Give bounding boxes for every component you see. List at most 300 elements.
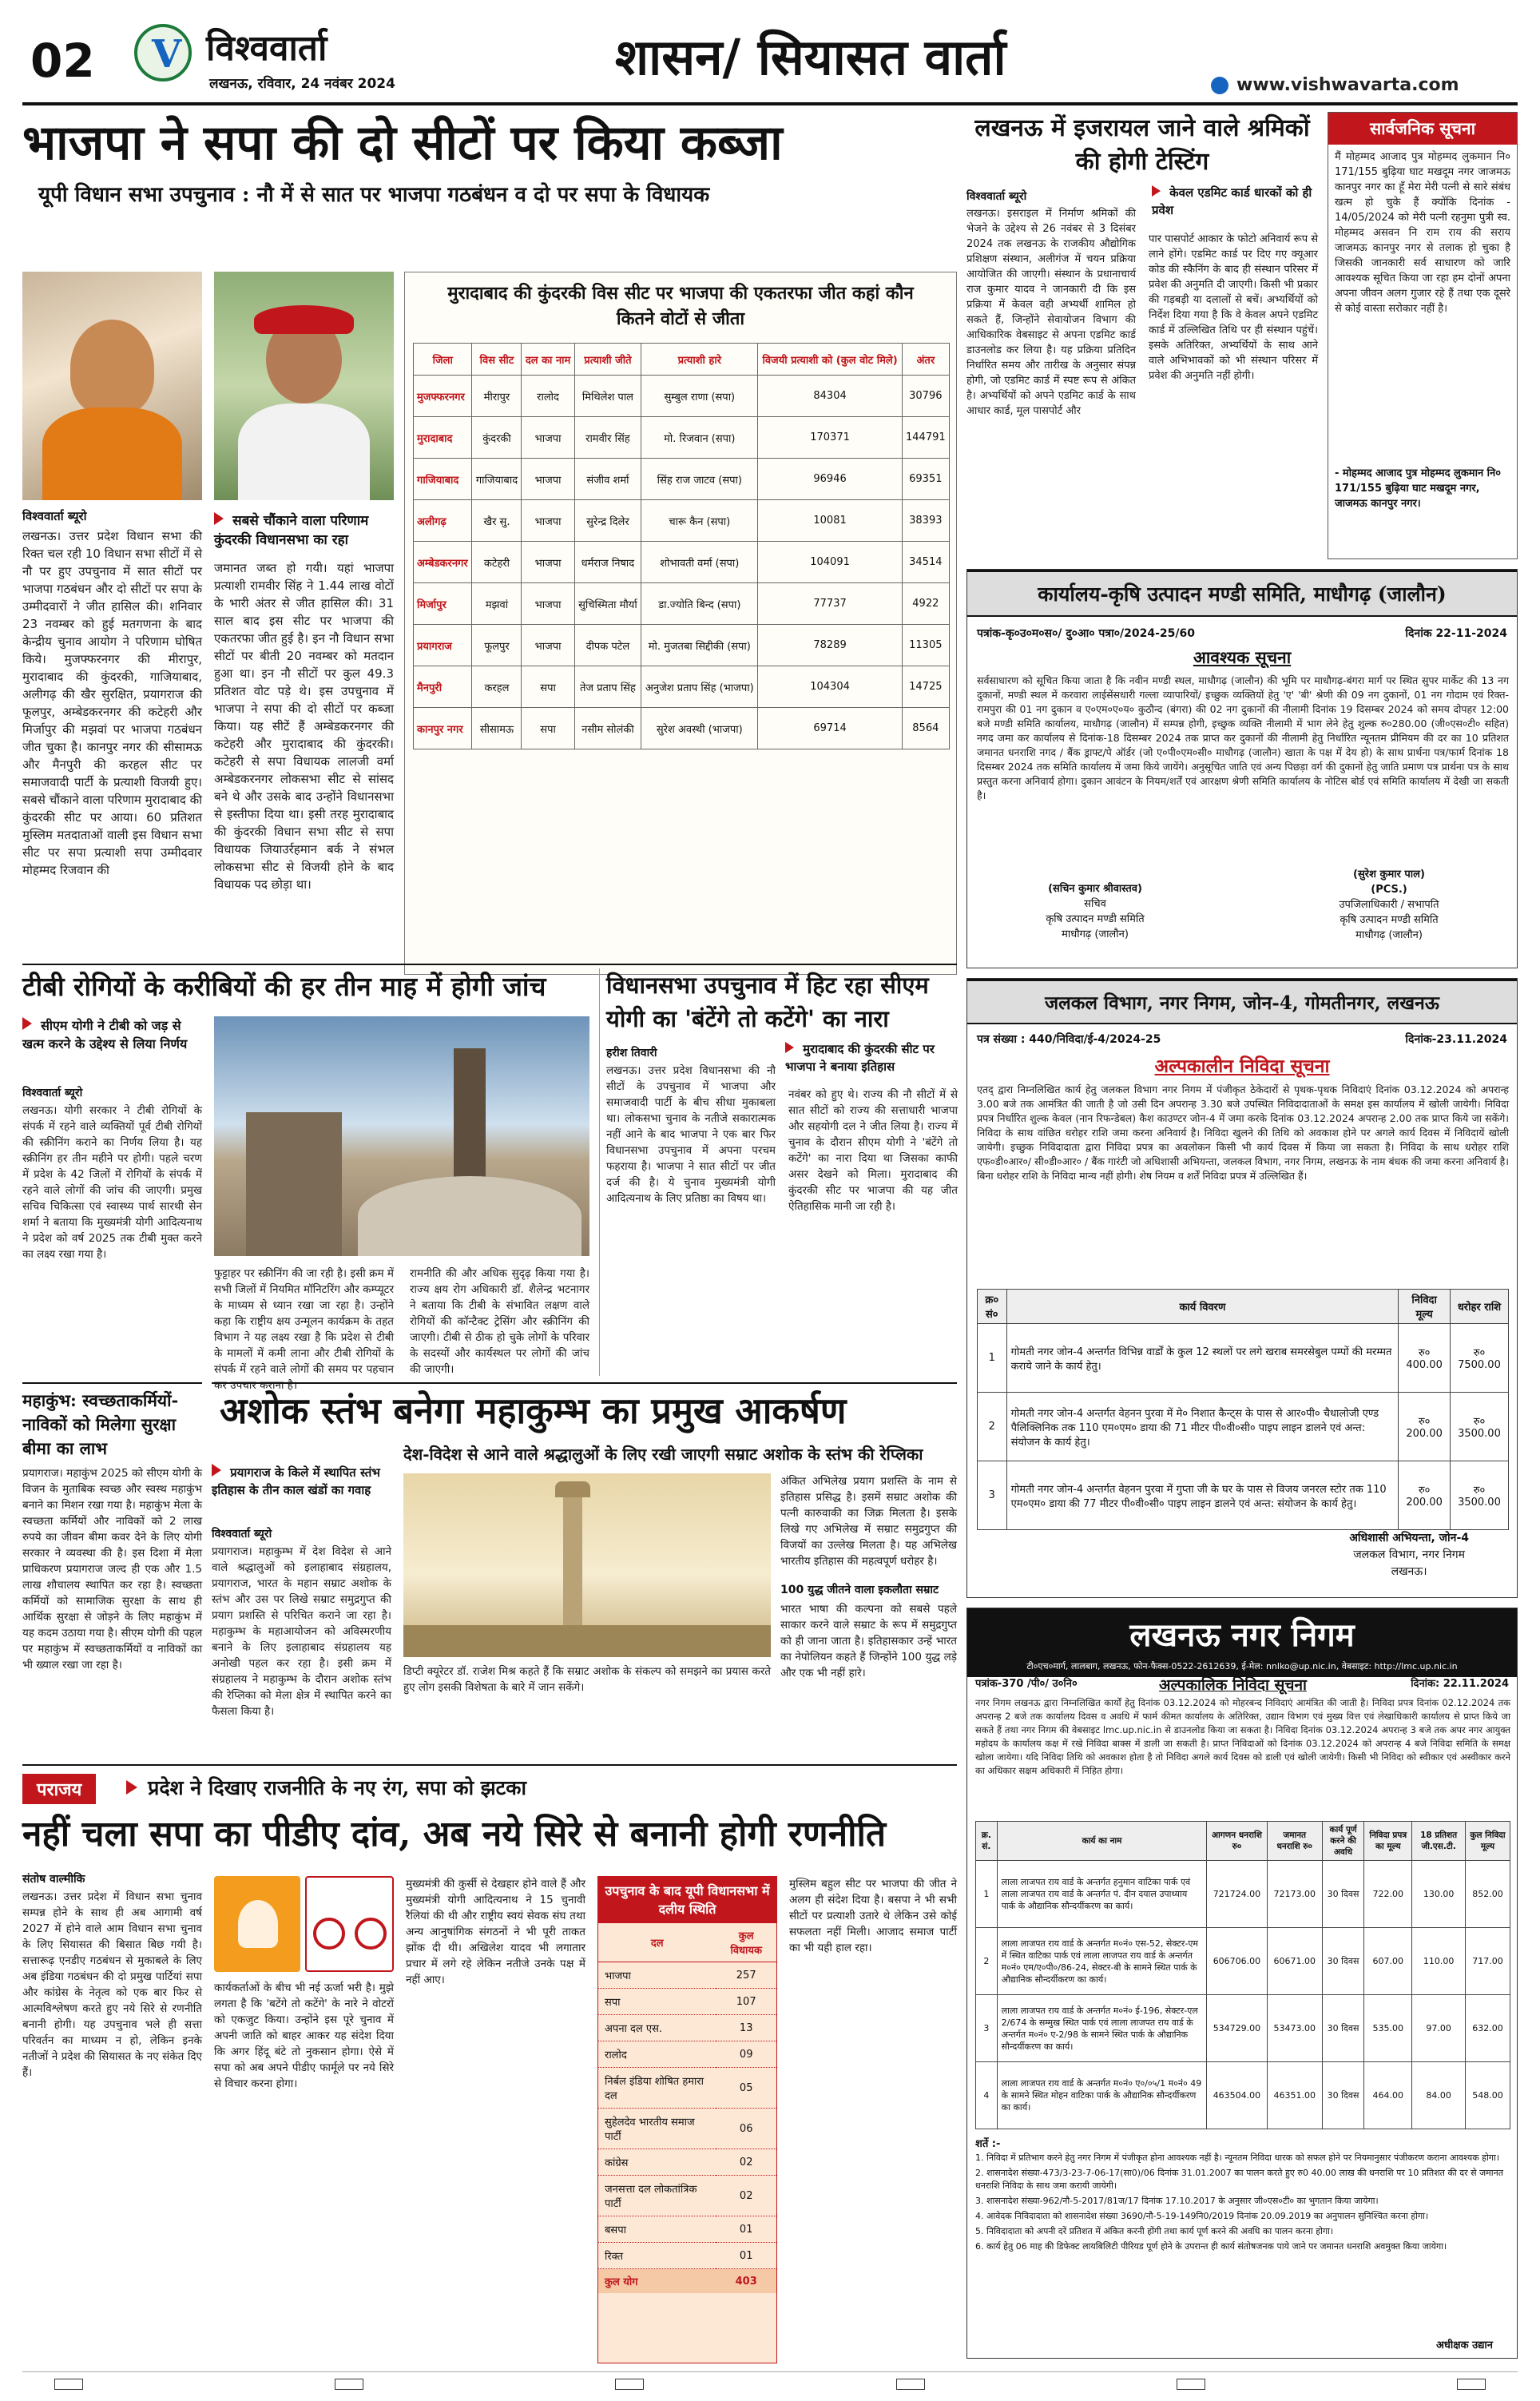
results-header-cell: जिला (414, 344, 472, 376)
mandi-body: सर्वसाधारण को सूचित किया जाता है कि नवीन मण्डी स्थल, माधौगढ़ (जालौन) की भूमि पर माधौगढ़-बंगरा मार्ग पर स्थित सुपर मार्केट की 13 नग दुकानों, मण्डी स्थल में करवारा लाईसेंसधारी गल्ला व्यापारियों/ इच्छुक व्यक्तियों हेतु 'ए' 'बी' श्रेणी की 09 नग दुकानों, 01 नग गोदाम एवं रिक्त-रामपुरा की 01 नग दुकान व ए०एम०ए०य० कुठौन्द (बंगरा) की 02 नग दुकानों की नीलामी दिनांक 19 दिसम्बर 2024 को समय दोपहर 12:00 बजे मण्डी समिति कार्यालय, माधौगढ़ (जालौन) में सम्पन्न होगी, इच्छुक व्यक्ति नीलामी में भाग लेने हेतु शुल्क रु०280.00 (जी०एस०टी० सहित) नगद जमा कर कार्यालय से दिनांक-18 दिसम्बर 2024 तक प्राप्त कर दुकानों की नीलामी हेतु निर्धारित न्यूनतम प्रीमियम की दर का 10 प्रतिशत जमानत धनराशि नगद / बैंक ड्राफ्ट/पे ऑर्डर (जो ए०पी०एम०सी० माधौगढ़ (जालौन) खाता के पक्ष में देय हो) के साथ प्रार्थना पत्र/फार्म दिनांक 18 दिसम्बर 2024 तक समिति कार्यालय में जमा किये जायेंगे। अनुसूचित जाति एवं अन्य पिछड़ा वर्ग की दुकानों हेतु जाति प्रमाण पत्र प्रार्थना पत्र के साथ प्रस्तुत करना अनिवार्य होगा। दुकान आवंटन के नियम/शर्तें एवं आरक्षण श्रेणी समिति कार्यालय के नोटिस बोर्ड एवं समिति कार्यालय में देखी जा सकती है। (977, 674, 1509, 801)
table-cell: 01 (716, 2243, 776, 2269)
tb-photo (214, 1016, 589, 1256)
table-row (976, 2062, 1510, 2129)
mandi-notice (966, 569, 1518, 968)
kicker-arrow-icon (785, 1042, 794, 1053)
table-cell: सपा (522, 708, 574, 749)
party-strength-table (598, 1923, 776, 2293)
nigam-notice (966, 1608, 1518, 2359)
cm-yogi-col2: नवंबर को हुए थे। राज्य की नौ सीटों में से सात सीटों को राज्य की सत्ताधारी भाजपा और सहयोगी दल ने जीत लिया है। राज्य में चुनाव के दौरान सीएम योगी ने 'बंटेंगे तो कटेंगे' का नारा दिया था जिसका काफी असर देखने को मिला। मुरादाबाद की कुंदरकी सीट पर भाजपा की यह जीत ऐतिहासिक मानी जा रही है। (788, 1088, 958, 1213)
public-notice-title: सार्वजनिक सूचना (1328, 113, 1517, 145)
nigam-header-cell: निविदा प्रपत्र का मूल्य (1364, 1822, 1412, 1861)
table-cell: सिंह राज जाटव (सपा) (641, 459, 758, 500)
table-cell: 534729.00 (1207, 1995, 1267, 2062)
ashok-sub2: 100 युद्ध जीतने वाला इकलौता सम्राट (780, 1584, 939, 1596)
lotus-icon (214, 1876, 300, 1972)
table-row (414, 542, 950, 583)
table-cell: 97.00 (1412, 1995, 1466, 2062)
table-cell: धर्मराज निषाद (574, 542, 641, 583)
tb-kicker (22, 1016, 202, 1053)
table-row (414, 500, 950, 542)
table-row (598, 2068, 776, 2109)
table-cell: 632.00 (1465, 1995, 1510, 2062)
table-cell: रामवीर सिंह (574, 417, 641, 459)
results-header-cell: विजयी प्रत्याशी को (कुल वोट मिले) (758, 344, 902, 376)
tb-kicker-text: सीएम योगी ने टीबी को जड़ से खत्म करने के उद्देश्य से लिया निर्णय (22, 1018, 188, 1051)
table-row (978, 1324, 1509, 1393)
table-cell: सुम्बुल राणा (सपा) (641, 376, 758, 417)
ashok-pillar-photo (403, 1473, 771, 1657)
table-cell: सपा (598, 1989, 716, 2015)
table-cell: मो. रिजवान (सपा) (641, 417, 758, 459)
table-cell: 3 (978, 1461, 1007, 1530)
mandi-sig-left-office: कृषि उत्पादन मण्डी समिति (1046, 913, 1145, 925)
jalkal-sig-office: जलकल विभाग, नगर निगम (1353, 1548, 1465, 1561)
sapa-byline: संतोष वाल्मीकि (22, 1873, 85, 1886)
table-cell: अपना दल एस. (598, 2015, 716, 2041)
table-cell: 464.00 (1364, 2062, 1412, 2129)
table-cell: संजीव शर्मा (574, 459, 641, 500)
mandi-sig-left-place: माधौगढ़ (जालौन) (1062, 928, 1129, 940)
table-cell: भाजपा (522, 500, 574, 542)
table-cell: 34514 (902, 542, 949, 583)
table-cell: खैर सु. (472, 500, 522, 542)
lead-col1: लखनऊ। उत्तर प्रदेश विधान सभा की रिक्त चल रही 10 विधान सभा सीटों में से नौ पर हुए उपचुनाव में सात सीटों पर भाजपा गठबंधन और दो सीटों पर सपा के उम्मीदवारों ने जीत हासिल की। शनिवार 23 नवम्बर को हुई मतगणना के बाद केन्द्रीय चुनाव आयोग ने परिणाम घोषित किये। मुजफ्फरनगर की मीरापुर, मुरादाबाद की कुंदरकी, गाजियाबाद, अलीगढ़ की खैर सुरक्षित, प्रयागराज की फूलपुर, अम्बेडकरनगर की कटेहरी और मिर्जापुर की मझवां पर भाजपा गठबंधन जीत चुका है। कानपुर नगर की सीसामऊ और मैनपुरी की करहल सीट पर समाजवादी पार्टी के प्रत्याशी विजयी हुए। सबसे चौंकाने वाला परिणाम मुरादाबाद की कुंदरकी सीट पर आया। 60 प्रतिशत मुस्लिम मतदाताओं वाली इस विधान सभा सीट पर सपा प्रत्याशी सपा उम्मीदवार मोहम्मद रिजवान की (22, 529, 203, 877)
table-cell: 717.00 (1465, 1928, 1510, 1995)
table-cell: भाजपा (522, 459, 574, 500)
table-cell: 72173.00 (1267, 1861, 1322, 1928)
jalkal-ref: पत्र संख्या : 440/निविदा/ई-4/2024-25 (977, 1033, 1161, 1046)
kicker-arrow-icon (22, 1017, 32, 1030)
section-rule (22, 964, 957, 965)
table-cell: भाजपा (598, 1962, 716, 1989)
nigam-address: टी०एच०मार्ग, लालबाग, लखनऊ, फोन-फैक्स-0522-2612639, ई-मेल: nnlko@up.nic.in, वेबसाइट: http://lmc.up.nic.in (967, 1659, 1517, 1677)
table-cell: अनुजेश प्रताप सिंह (भाजपा) (641, 666, 758, 708)
mandi-sig-right-office: कृषि उत्पादन मण्डी समिति (1340, 914, 1439, 926)
results-header-cell: अंतर (902, 344, 949, 376)
tb-col1: लखनऊ। योगी सरकार ने टीबी रोगियों के संपर्क में रहने वाले व्यक्तियों पूर्व टीबी रोगियों की स्क्रीनिंग कराने का निर्णय लिया है। यह स्क्रीनिंग हर तीन महीने पर होगी। पहले चरण में प्रदेश के 42 जिलों में रोगियों के संपर्क में रहने वाले लोगों की जांच की जाएगी। प्रमुख सचिव चिकित्सा एवं स्वास्थ्य पार्थ सारथी सेन शर्मा ने बताया कि मुख्यमंत्री योगी आदित्यनाथ ने प्रदेश को वर्ष 2025 तक टीबी मुक्त करने का लक्ष्य रखा गया है। (22, 1104, 202, 1261)
party-strength-header-cell: कुल विधायक (716, 1923, 776, 1962)
nigam-header-row (976, 1822, 1510, 1861)
table-cell: 96946 (758, 459, 902, 500)
lead-subhead: यूपी विधान सभा उपचुनाव : नौ में से सात पर भाजपा गठबंधन व दो पर सपा के विधायक (38, 183, 710, 207)
nigam-date: दिनांक: 22.11.2024 (1411, 1678, 1509, 1690)
mandi-ref: पत्रांक-कृ०उ०म०स०/ दु०आ० पत्रा०/2024-25/60 (977, 627, 1195, 640)
table-cell: मुजफ्फरनगर (414, 376, 472, 417)
kicker-arrow-icon (126, 1780, 137, 1795)
mandi-sig-left-name: (सचिन कुमार श्रीवास्तव) (1048, 883, 1142, 895)
ashok-col1: प्रयागराज। महाकुम्भ में देश विदेश से आने वाले श्रद्धालुओं को इलाहाबाद संग्रहालय, प्रयागराज, भारत के महान सम्राट अशोक के स्तंभ और उस पर लिखे सम्राट समुद्रगुप्त की प्रयाग प्रशस्ति से परिचित कराने जा रहा है। महाकुम्भ के महाआयोजन को अविस्मरणीय बनाने के लिए इलाहाबाद संग्रहालय यह अनोखी पहल कर रहा है। इसी क्रम में संग्रहालय ने महाकुम्भ के दौरान अशोक स्तंभ की रेप्लिका को मेला क्षेत्र में स्थापित करने का फैसला किया है। (212, 1545, 391, 1718)
table-row (414, 376, 950, 417)
table-cell: कटेहरी (472, 542, 522, 583)
jalkal-title: जलकल विभाग, नगर निगम, जोन-4, गोमतीनगर, लखनऊ (967, 979, 1517, 1024)
table-row (598, 2149, 776, 2176)
table-cell: 104304 (758, 666, 902, 708)
table-cell: 463504.00 (1207, 2062, 1267, 2129)
table-cell: रु० 200.00 (1399, 1393, 1451, 1461)
table-row (598, 2176, 776, 2216)
nigam-ref: पत्रांक-370 /पी०/ उ०नि० (975, 1678, 1078, 1690)
table-cell: गोमती नगर जोन-4 अन्तर्गत वेहनन पुरवा में मे० निशात कैन्ट्स के पास से आर०पी० चैधालोजी एण्ड पैलिक्लिनिक तक 110 एम०एम० डाया की 71 मीटर पी०वी०सी० पाइप लाइन डालने एवं अन्त: संयोजन के कार्य हेतु। (1006, 1393, 1399, 1461)
party-strength-header-cell: दल (598, 1923, 716, 1962)
nigam-term: 5. निविदादाता को अपनी दरें प्रतिशत में अंकित करनी होंगी तथा कार्य पूर्ण करने की अवधि का पालन करना होगा। (975, 2226, 1334, 2236)
table-cell: 170371 (758, 417, 902, 459)
table-cell: 02 (716, 2176, 776, 2216)
jalkal-sig-role: अधिशासी अभियन्ता, जोन-4 (1349, 1532, 1469, 1544)
sapa-col4: मुस्लिम बहुल सीट पर भाजपा की जीत ने अलग ही संदेश दिया है। बसपा ने भी सभी सीटों पर प्रत्याशी उतारे थे लेकिन उसे कोई सफलता नहीं मिली। आजाद समाज पार्टी का भी यही हाल रहा। (789, 1878, 957, 1954)
nigam-terms-title: शर्ते :- (975, 2138, 1001, 2150)
jalkal-body: एतद् द्वारा निम्नलिखित कार्य हेतु जलकल विभाग नगर निगम में पंजीकृत ठेकेदारों से पृथक-पृथक निविदाएं दिनांक 03.12.2024 को अपरान्ह 3.00 बजे तक आमंत्रित की जाती है जो उसी दिन अपरान्ह 3.30 बजे उपस्थित निविदादाताओं के समक्ष इस कार्यालय में खोली जायेगी। निविदा प्रपत्र निर्धारित शुल्क केवल (नान रिफन्डेबल) कैश काउण्टर जोन-4 में जमा करके दिनांक 03.12.2024 अपरान्ह 2.00 तक प्राप्त किये जा सकेंगे। निविदा के साथ वांछित धरोहर राशि जमा करना अनिवार्य है। निविदा खुलने की तिथि को अवकाश होने पर अगले कार्य दिवस में निविदायें खोली जायेगी। इच्छुक निविदादाता द्वारा निविदा प्रपत्र का अवलोकन किसी भी कार्य दिवस में किया जा सकता है। निविदा के साथ धरोहर राशि एफ०डी०आर०/ सी०डी०आर० / बैंक गारंटी जो अधिशासी अभियन्ता, जलकल विभाग, नगर निगम, लखनऊ के नाम बंधक की जमा करना अनिवार्य है। बिना धरोहर राशि के निविदा मान्य नहीं होगी। शेष नियम व शर्तें निविदा प्रपत्र में उल्लिखित हैं। (977, 1083, 1510, 1182)
lead-kicker (214, 511, 394, 550)
party-strength-header-row (598, 1923, 776, 1962)
masthead-rule (22, 102, 1518, 105)
israel-col1: लखनऊ। इसराइल में निर्माण श्रमिकों की भेजने के उद्देश्य से 26 नवंबर से 3 दिसंबर 2024 तक लखनऊ के राजकीय औद्योगिक प्रशिक्षण संस्थान, अलीगंज में चयन प्रक्रिया आयोजित की जाएगी। संस्थान के प्रधानाचार्य राज कुमार यादव ने जानकारी दी कि इस प्रक्रिया में केवल वही अभ्यर्थी शामिल हो सकते हैं, जिन्होंने सेवायोजन विभाग की आधिकारिक वेबसाइट से अपना एडमिट कार्ड डाउनलोड कर लिया है। यह प्रक्रिया प्रतिदिन निर्धारित समय और तारीख के अनुसार संपन्न होगी, जो एडमिट कार्ड में स्पष्ट रूप से अंकित है। अभ्यर्थियों को अपने एडमिट कार्ड के साथ आधार कार्ड, मूल पासपोर्ट और (966, 208, 1136, 417)
table-cell: 84304 (758, 376, 902, 417)
masthead (0, 0, 1540, 104)
sapa-tagline-text: प्रदेश ने दिखाए राजनीति के नए रंग, सपा को झटका (148, 1776, 526, 1799)
paper-name: विश्ववार्ता (206, 28, 327, 69)
nigam-terms (975, 2152, 1510, 2256)
results-header-cell: प्रत्याशी हारे (641, 344, 758, 376)
table-cell: 30 दिवस (1322, 1995, 1363, 2062)
sapa-tag: पराजय (22, 1774, 96, 1804)
table-cell: सुरेश अवस्थी (भाजपा) (641, 708, 758, 749)
public-notice (1328, 112, 1518, 559)
party-strength-total-row (598, 2269, 776, 2294)
table-cell: 107 (716, 1989, 776, 2015)
table-cell: मिथिलेश पाल (574, 376, 641, 417)
results-title: मुरादाबाद की कुंदरकी विस सीट पर भाजपा की एकतरफा जीत कहां कौन कितने वोटों से जीता (447, 283, 914, 329)
table-cell: 4 (976, 2062, 998, 2129)
table-cell: 11305 (902, 625, 949, 666)
table-cell: 130.00 (1412, 1861, 1466, 1928)
mandi-title: कार्यालय-कृषि उत्पादन मण्डी समिति, माधौगढ़ (जालौन) (967, 570, 1517, 617)
print-registration-marks (22, 2371, 1518, 2395)
sapa-col1: लखनऊ। उत्तर प्रदेश में विधान सभा चुनाव सम्पन्न होने के साथ ही अब आगामी वर्ष 2027 में होने वाले आम विधान सभा चुनाव के लिए सियासत की बिसात बिछ गयी है। सत्तारूढ़ एनडीए गठबंधन से मुकाबले के लिए अब इंडिया गठबंधन की दो प्रमुख पार्टियां सपा और कांग्रेस के नेतृत्व को एक बार फिर से आत्मविश्लेषण करते हुए नये सिरे से रणनीति बनानी होगी। यह उपचुनाव भले ही सत्ता परिवर्तन का माध्यम न हो, लेकिन इनके नतीजों ने प्रदेश की सियासत के नए संकेत दिए हैं। (22, 1890, 202, 2079)
results-header-row (414, 344, 950, 376)
table-cell: 10081 (758, 500, 902, 542)
table-cell: 01 (716, 2216, 776, 2243)
table-cell: लाला लाजपत राय वार्ड के अन्तर्गत म०नं० ए०/०५/1 म०नं० 49 के सामने स्थित मोहन वाटिका पार्क के औद्यानिक सौन्दर्यीकरण का कार्य। (997, 2062, 1207, 2129)
logo-letter: V (152, 32, 182, 77)
israel-kicker-text: केवल एडमिट कार्ड धारकों को ही प्रवेश (1152, 185, 1312, 217)
table-cell: सुहेलदेव भारतीय समाज पार्टी (598, 2109, 716, 2149)
lead-story (22, 112, 957, 959)
table-cell: रालोद (598, 2041, 716, 2068)
table-cell: चारू कैन (सपा) (641, 500, 758, 542)
jalkal-notice (966, 978, 1518, 1598)
lead-kicker-text: सबसे चौंकाने वाला परिणाम कुंदरकी विधानसभा का रहा (214, 513, 369, 548)
nigam-header-cell: क्र. सं. (976, 1822, 998, 1861)
israel-kicker (1152, 184, 1318, 219)
kicker-arrow-icon (214, 512, 224, 525)
table-cell: 257 (716, 1962, 776, 1989)
logo-mark (134, 24, 192, 81)
table-cell: 607.00 (1364, 1928, 1412, 1995)
table-cell: 8564 (902, 708, 949, 749)
akhilesh-photo (214, 272, 394, 500)
nigam-term: 3. शासनादेश संख्या-962/नौ-5-2017/81ज/17 दिनांक 17.10.2017 के अनुसार जी०एस०टी० का भुगतान किया जायेगा। (975, 2196, 1379, 2206)
table-cell: 30 दिवस (1322, 1928, 1363, 1995)
jalkal-header-row (978, 1290, 1509, 1324)
table-cell: 852.00 (1465, 1861, 1510, 1928)
table-row (598, 2243, 776, 2269)
results-header-cell: प्रत्याशी जीते (574, 344, 641, 376)
nigam-header-cell: 18 प्रतिशत जी.एस.टी. (1412, 1822, 1466, 1861)
table-cell: अलीगढ़ (414, 500, 472, 542)
table-cell: 606706.00 (1207, 1928, 1267, 1995)
table-row (598, 2216, 776, 2243)
sapa-story (22, 1764, 957, 2371)
yogi-photo (22, 272, 202, 500)
table-cell: मीरापुर (472, 376, 522, 417)
mandi-sig-right-role: उपजिलाधिकारी / सभापति (1339, 899, 1439, 911)
tb-col3: रामनीति की और अधिक सुदृढ़ किया गया है। राज्य क्षय रोग अधिकारी डॉ. शैलेन्द्र भटनागर ने बताया कि टीबी के संभावित लक्षण वाले रोगियों की कॉन्टैक्ट ट्रेसिंग और स्क्रीनिंग की जाएगी। टीबी से ठीक हो चुके लोगों के परिवार के सदस्यों और कार्यस्थल पर लोगों की जांच की जाएगी। (410, 1267, 589, 1376)
sapa-tagline (126, 1774, 526, 1801)
table-row (598, 1989, 776, 2015)
table-cell: 30 दिवस (1322, 2062, 1363, 2129)
mandi-sig-right (1293, 867, 1485, 943)
table-cell: 104091 (758, 542, 902, 583)
table-cell: निर्बल इंडिया शोषित हमारा दल (598, 2068, 716, 2109)
table-cell: 144791 (902, 417, 949, 459)
table-cell: तेज प्रताप सिंह (574, 666, 641, 708)
kumbh-headline: महाकुंभ: स्वच्छताकर्मियों-नाविकों को मिलेगा सुरक्षा बीमा का लाभ (22, 1390, 179, 1458)
ashok-photo-caption: डिप्टी क्यूरेटर डॉ. राजेश मिश्र कहते हैं कि सम्राट अशोक के संकल्प को समझने का प्रयास करते हुए लोग इसकी विशेषता के बारे में जान सकेंगे। (403, 1665, 771, 1694)
table-cell: रु० 400.00 (1399, 1324, 1451, 1393)
ashok-subhead: देश-विदेश से आने वाले श्रद्धालुओं के लिए रखी जाएगी सम्राट अशोक के स्तंभ की रेप्लिका (403, 1445, 923, 1464)
table-cell: दीपक पटेल (574, 625, 641, 666)
table-cell: नसीम सोलंकी (574, 708, 641, 749)
table-cell: रालोद (522, 376, 574, 417)
table-row (414, 666, 950, 708)
israel-story (966, 112, 1318, 559)
table-row (976, 1928, 1510, 1995)
table-cell: सुचिस्मिता मौर्या (574, 583, 641, 625)
table-cell: कानपुर नगर (414, 708, 472, 749)
table-cell: शोभावती वर्मा (सपा) (641, 542, 758, 583)
jalkal-date: दिनांक-23.11.2024 (1405, 1033, 1507, 1046)
table-row (978, 1393, 1509, 1461)
table-cell: 721724.00 (1207, 1861, 1267, 1928)
table-cell: 53473.00 (1267, 1995, 1322, 2062)
crop-mark (615, 2379, 644, 2390)
nigam-term: 4. आवेदक निविदादाता को शासनादेश संख्या 3690/नौ-5-19-149नि0/2019 दिनांक 20.09.2019 का अनुपालन सुनिश्चित करना होगा। (975, 2211, 1429, 2221)
table-cell: रु० 3500.00 (1450, 1393, 1508, 1461)
results-table (413, 343, 950, 749)
table-cell: लाला लाजपत राय वार्ड के अन्तर्गत म०नं० ई-196, सेक्टर-एल 2/674 के सम्मुख स्थित पार्क एवं लाला लाजपत राय वार्ड के अन्तर्गत म०नं० ए-2/98 के सामने स्थित पार्क के औद्यानिक सौन्दर्यीकरण का कार्य। (997, 1995, 1207, 2062)
nigam-term: 6. कार्य हेतु 06 माह की डिफेक्ट लायबिलिटी पीरियड पूर्ण होने के उपरान्त ही कार्य संतोषजनक पाये जाने पर जमानत धनराशि अवमुक्त किया जायेगा। (975, 2241, 1447, 2252)
table-cell: 2 (978, 1393, 1007, 1461)
table-cell: 13 (716, 2015, 776, 2041)
table-row (414, 417, 950, 459)
table-cell: मैनपुरी (414, 666, 472, 708)
table-cell: अम्बेडकरनगर (414, 542, 472, 583)
web-globe-icon (1211, 77, 1228, 94)
cycle-icon (305, 1876, 395, 1972)
jalkal-subtitle: अल्पकालीन निविदा सूचना (1154, 1056, 1330, 1077)
ashok-kicker-text: प्रयागराज के किले में स्थापित स्तंभ इतिहास के तीन काल खंडों का गवाह (212, 1465, 380, 1497)
nigam-term: 2. शासनादेश संख्या-473/3-23-7-06-17(सा0)/06 दिनांक 31.01.2007 का पालन करते हुए रु0 40.00 लाख की धनराशि पर 10 प्रतिशत की दर से जमानत धनराशि निविदा के साथ जमा करायी जायेगी। (975, 2168, 1503, 2191)
table-row (978, 1461, 1509, 1530)
table-cell: 38393 (902, 500, 949, 542)
table-cell: गोमती नगर जोन-4 अन्तर्गत विभिन्न वार्डों के कुल 12 स्थलों पर लगे खराब समरसेबुल पम्पों की मरम्मत कराये जाने के कार्य हेतु। (1006, 1324, 1399, 1393)
party-total-value: 403 (735, 2275, 757, 2288)
israel-headline: लखनऊ में इजरायल जाने वाले श्रमिकों की होगी टेस्टिंग (974, 114, 1310, 176)
results-box (404, 272, 957, 975)
mandi-sig-right-place: माधौगढ़ (जालौन) (1355, 929, 1423, 941)
kumbh-body: प्रयागराज। महाकुंभ 2025 को सीएम योगी के विजन के मुताबिक स्वच्छ और स्वस्थ महाकुंभ बनाने का मिशन रखा गया है। महाकुंभ मेला के स्वच्छता कर्मियों और नाविकों को 2 लाख रुपये का जीवन बीमा कवर देने के लिए योगी सरकार ने व्यवस्था की है। इस दिशा में मेला प्राधिकरण प्रयागराज जल्द ही एक और 1.5 लाख शौचालय स्थापित कर रहा है। स्वच्छता कर्मियों को सामाजिक सुरक्षा के साथ ही आर्थिक सुरक्षा से जोड़ने के लिए महाकुंभ में यह कदम उठाया गया है। सीएम योगी की पहल पर महाकुंभ में स्वच्छताकर्मियों व नाविकों का भी ख्याल रखा जा रहा है। (22, 1467, 202, 1672)
table-cell: गाजियाबाद (472, 459, 522, 500)
table-cell: 3 (976, 1995, 998, 2062)
table-cell: गोमती नगर जोन-4 अन्तर्गत वेहनन पुरवा में गुप्ता जी के घर के पास से विजय जनरल स्टोर तक 110 एम०एम० डाया की 77 मीटर पी०वी०सी० पाइप लाइन डालने एवं अन्त: संयोजन के कार्य हेतु। (1006, 1461, 1399, 1530)
table-cell: मुरादाबाद (414, 417, 472, 459)
mandi-subtitle: आवश्यक सूचना (1193, 648, 1292, 667)
table-cell: 30796 (902, 376, 949, 417)
table-cell: गाजियाबाद (414, 459, 472, 500)
party-total-label: कुल योग (605, 2276, 638, 2288)
lead-headline: भाजपा ने सपा की दो सीटों पर किया कब्जा (22, 115, 783, 171)
table-cell: 06 (716, 2109, 776, 2149)
website-link[interactable]: www.vishwavarta.com (1236, 75, 1459, 95)
table-cell: रु० 200.00 (1399, 1461, 1451, 1530)
mandi-sig-left (999, 881, 1191, 942)
table-cell: 02 (716, 2149, 776, 2176)
table-row (414, 583, 950, 625)
ashok-kicker (212, 1464, 391, 1499)
nigam-body: नगर निगम लखनऊ द्वारा निम्नलिखित कार्यों हेतु दिनांक 03.12.2024 को मोहरबन्द निविदाएं आमंत्रित की जाती है। निविदा प्रपत्र दिनांक 02.12.2024 तक अपरान्ह 2 बजे तक कार्यालय दिवस व अवधि में फार्म कीमत कार्यालय के अतिरिक्त, उद्यान विभाग एवं मुख्य वित्त एवं लेखाधिकारी कार्यालय से प्राप्त किये जा सकते हैं तथा नगर निगम की वेबसाइट lmc.up.nic.in से डाउनलोड किया जा सकता है। निविदा दिनांक 03.12.2024 अपरान्ह 3 बजे तक अपर नगर आयुक्त महोदय के कार्यालय कक्ष में रखे निविदा बाक्स में डाली जा सकती है। प्राप्त निविदाओं को दिनांक 03.12.2024 को अपरान्ह 4 बजे निविदा समिति के समक्ष खोला जायेगा। यदि निविदा तिथि को अवकाश होता है तो निविदा अगले कार्य दिवस को डाली एवं खोली जायेगी। किसी भी निविदा को स्वीकार एवं अस्वीकार करने का अधिकार सक्षम अधिकारी में निहित होगा। (975, 1697, 1510, 1776)
cm-yogi-col1: लखनऊ। उत्तर प्रदेश विधानसभा की नौ सीटों के उपचुनाव में भाजपा और समाजवादी पार्टी के बीच सीधा मुकाबला था। लोकसभा चुनाव के नतीजे सकारात्मक नहीं आने के बाद भाजपा ने एक बार फिर विधानसभा उपचुनाव में अपना परचम फहराया है। भाजपा ने सात सीटों पर जीत दर्ज की है। ये चुनाव मुख्यमंत्री योगी आदित्यनाथ के लिए प्रतिष्ठा का विषय था। (606, 1064, 776, 1205)
ashok-story (212, 1382, 957, 1758)
table-cell: रु० 7500.00 (1450, 1324, 1508, 1393)
jalkal-header-cell: निविदा मूल्य (1399, 1290, 1451, 1324)
table-row (414, 625, 950, 666)
ashok-col2: अंकित अभिलेख प्रयाग प्रशस्ति के नाम से इतिहास प्रसिद्ध है। इसमें सम्राट अशोक की पत्नी कारुवाकी का जिक्र मिलता है। इसके लिखे गए अभिलेख में सम्राट समुद्रगुप्त की विजयों का उल्लेख मिलता है। यह अभिलेख भारतीय इतिहास की महत्वपूर्ण धरोहर है। (780, 1475, 957, 1568)
party-strength-box (597, 1876, 777, 2363)
results-header-cell: दल का नाम (522, 344, 574, 376)
ashok-col3: भारत भाषा की कल्पना को सबसे पहले साकार करने वाले सम्राट के रूप में समुद्रगुप्त को ही जाना जाता है। इतिहासकार उन्हें भारत का नेपोलियन कहते हैं जिन्होंने 100 युद्ध लड़े और एक भी नहीं हारे। (780, 1603, 957, 1680)
nigam-header-cell: जमानत धनराशि रु० (1267, 1822, 1322, 1861)
table-row (598, 1962, 776, 1989)
table-cell: करहल (472, 666, 522, 708)
table-cell: 4922 (902, 583, 949, 625)
table-cell: सपा (522, 666, 574, 708)
table-row (414, 708, 950, 749)
mandi-sig-left-role: सचिव (1084, 898, 1106, 910)
israel-col2: पार पासपोर्ट आकार के फोटो अनिवार्य रूप से लाने होंगे। एडमिट कार्ड पर दिए गए क्यूआर कोड की स्कैनिंग के बाद ही संस्थान परिसर में प्रवेश की अनुमति दी जाएगी। किसी भी प्रकार की गड़बड़ी या दलालों से बचें। अभ्यर्थियों को निर्देश दिया गया है कि वे केवल अपने एडमिट कार्ड में उल्लिखित तिथि पर ही संस्थान पहुंचें। इसके अतिरिक्त, अभ्यर्थियों के साथ आने वाले अभिभावकों को भी संस्थान परिसर में प्रवेश की अनुमति नहीं होगी। (1149, 233, 1319, 382)
table-cell: बसपा (598, 2216, 716, 2243)
crop-mark (1177, 2379, 1205, 2390)
table-cell: सुरेन्द्र दिलेर (574, 500, 641, 542)
table-cell: 69714 (758, 708, 902, 749)
table-cell: रिक्त (598, 2243, 716, 2269)
table-cell: मिर्जापुर (414, 583, 472, 625)
table-cell: 14725 (902, 666, 949, 708)
table-cell: जनसत्ता दल लोकतांत्रिक पार्टी (598, 2176, 716, 2216)
nigam-header-cell: कार्य पूर्ण करने की अवधि (1322, 1822, 1363, 1861)
table-row (598, 2109, 776, 2149)
table-cell: 1 (978, 1324, 1007, 1393)
jalkal-signature (1349, 1530, 1469, 1580)
nigam-term: 1. निविदा में प्रतिभाग करने हेतु नगर निगम में पंजीकृत होना आवश्यक नहीं है। न्यूनतम निविदा धारक को सफल होने पर नियमानुसार पंजीकरण कराना आवश्यक होगा। (975, 2153, 1500, 2163)
table-cell: कुंदरकी (472, 417, 522, 459)
results-header-cell: विस सीट (472, 344, 522, 376)
table-cell: मझवां (472, 583, 522, 625)
tb-story (22, 968, 589, 1392)
table-cell: 78289 (758, 625, 902, 666)
jalkal-header-cell: कार्य विवरण (1006, 1290, 1399, 1324)
section-title: शासन/ सियासत वार्ता (615, 28, 1006, 86)
crop-mark (54, 2379, 83, 2390)
lead-col2: जमानत जब्त हो गयी। यहां भाजपा प्रत्याशी रामवीर सिंह ने 1.44 लाख वोटों के भारी अंतर से जीत हासिल की। 31 साल बाद इस सीट पर भाजपा की एकतरफा जीत हुई है। इन नौ विधान सभा सीटों पर बीती 20 नवम्बर को मतदान हुआ था। इन नौ सीटों पर कुल 49.3 प्रतिशत वोट पड़े थे। इस उपचुनाव में भाजपा ने सपा की दो सीटों पर कब्जा किया। यह सीटें हैं अम्बेडकरनगर की कटेहरी और मुरादाबाद की कुंदरकी। कटेहरी से सपा विधायक लालजी वर्मा अम्बेडकरनगर लोकसभा सीट से सांसद बने थे और उसके बाद उन्होंने विधानसभा से इस्तीफा दिया था। इसी तरह मुरादाबाद की कुंदरकी विधान सभा सीट से सपा विधायक जियाउर्रहमान बर्क ने संभल लोकसभा सीट से विजयी होने के बाद विधायक पद छोड़ा था। (214, 561, 394, 892)
table-cell: 548.00 (1465, 2062, 1510, 2129)
cm-yogi-byline: हरीश तिवारी (606, 1047, 657, 1059)
table-cell: भाजपा (522, 542, 574, 583)
kumbh-story (22, 1382, 202, 1758)
public-notice-body: मैं मोहम्मद आजाद पुत्र मोहम्मद लुकमान नि० 171/155 बुढ़िया घाट मखदूम नगर जाजमऊ कानपुर नगर का हूँ मेरा मेरी पत्नी से सारे संबंध खत्म हो चुके हैं क्योंकि दिनांक - 14/05/2024 को मेरी पत्नी रहनुमा पुत्री स्व. मोहम्मद असवन नि राम राय की सराय जाजमऊ कानपुर नगर से तलाक हो चुका है जिसकी जानकारी सर्व साधारण को जारि आवश्यक सूचित किया जा रहा हम दोनों अपना अपना जीवन अलग गुजार रहे हैं तथा एक दूसरे से कोई वास्ता सरोकार नहीं है। (1335, 151, 1510, 315)
sapa-headline: नहीं चला सपा का पीडीए दांव, अब नये सिरे से बनानी होगी रणनीति (22, 1814, 887, 1854)
jalkal-table (977, 1289, 1509, 1530)
jalkal-sig-place: लखनऊ। (1391, 1565, 1427, 1578)
table-cell: 84.00 (1412, 2062, 1466, 2129)
nigam-header-cell: आगणन धनराशि रु० (1207, 1822, 1267, 1861)
nigam-header-cell: कुल निविदा मूल्य (1465, 1822, 1510, 1861)
table-cell: 69351 (902, 459, 949, 500)
nigam-title: लखनऊ नगर निगम (967, 1608, 1517, 1659)
table-row (976, 1861, 1510, 1928)
crop-mark (896, 2379, 925, 2390)
party-strength-title: उपचुनाव के बाद यूपी विधानसभा में दलीय स्थिति (598, 1877, 776, 1923)
cm-yogi-kicker (785, 1040, 958, 1075)
table-cell: लाला लाजपत राय वार्ड के अन्तर्गत हनुमान वाटिका पार्क एवं लाला लाजपत राय वार्ड के अन्तर्गत पं. दीन दयाल उपाध्याय पार्क के औद्यानिक सौन्दर्यीकरण का कार्य। (997, 1861, 1207, 1928)
nigam-subtitle: अल्पकालिक निविदा सूचना (1159, 1676, 1307, 1694)
table-cell: प्रयागराज (414, 625, 472, 666)
cm-yogi-headline: विधानसभा उपचुनाव में हिट रहा सीएम योगी का 'बंटेंगे तो कटेंगे' का नारा (606, 972, 929, 1032)
table-cell: 30 दिवस (1322, 1861, 1363, 1928)
table-cell: भाजपा (522, 625, 574, 666)
lead-byline: विश्ववार्ता ब्यूरो (22, 509, 87, 523)
jalkal-header-cell: धरोहर राशि (1450, 1290, 1508, 1324)
israel-byline: विश्ववार्ता ब्यूरो (966, 190, 1027, 203)
ashok-headline: अशोक स्तंभ बनेगा महाकुम्भ का प्रमुख आकर्षण (220, 1389, 847, 1432)
public-notice-signature: - मोहम्मद आजाद पुत्र मोहम्मद लुकमान नि० 171/155 बुढ़िया घाट मखदूम नगर, जाजमऊ कानपुर नगर। (1335, 467, 1502, 510)
ashok-byline: विश्ववार्ता ब्यूरो (212, 1528, 272, 1540)
mandi-date: दिनांक 22-11-2024 (1405, 627, 1507, 640)
table-cell: रु० 3500.00 (1450, 1461, 1508, 1530)
table-cell: 77737 (758, 583, 902, 625)
party-symbols (214, 1876, 394, 1972)
mandi-sig-right-name: (सुरेश कुमार पाल) (1353, 869, 1425, 880)
table-row (598, 2041, 776, 2068)
table-cell: 05 (716, 2068, 776, 2109)
cm-yogi-kicker-text: मुरादाबाद की कुंदरकी सीट पर भाजपा ने बनाया इतिहास (785, 1042, 935, 1074)
table-cell: भाजपा (522, 583, 574, 625)
table-cell: सीसामऊ (472, 708, 522, 749)
table-cell: 535.00 (1364, 1995, 1412, 2062)
table-row (598, 2015, 776, 2041)
table-cell: 110.00 (1412, 1928, 1466, 1995)
dateline: लखनऊ, रविवार, 24 नवंबर 2024 (209, 76, 395, 92)
table-cell: 09 (716, 2041, 776, 2068)
table-cell: भाजपा (522, 417, 574, 459)
table-cell: डा.ज्योति बिन्द (सपा) (641, 583, 758, 625)
jalkal-header-cell: क्र० सं० (978, 1290, 1007, 1324)
page-number: 02 (30, 34, 95, 88)
crop-mark (335, 2379, 363, 2390)
nigam-table (975, 1821, 1510, 2129)
table-cell: 1 (976, 1861, 998, 1928)
nigam-signature: अधीक्षक उद्यान (1435, 2339, 1493, 2351)
